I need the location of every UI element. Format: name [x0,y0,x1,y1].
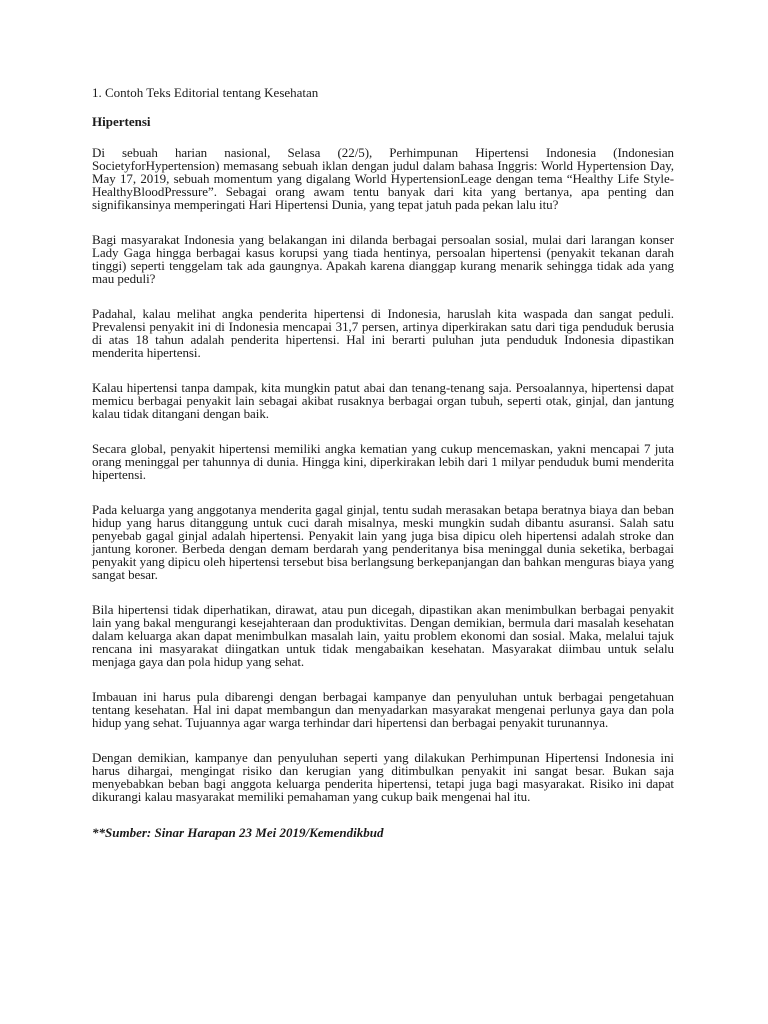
paragraph-8: Imbauan ini harus pula dibarengi dengan berbagai kampanye dan penyuluhan untuk berbagai pengetahuan tentang kesehatan. Hal ini dapat membangun dan menyadarkan masyarakat mengenai perlunya gaya dan pola hidup yang sehat. Tujuannya agar warga terhindar dari hipertensi dan berbagai penyakit turunannya. [92,689,674,730]
paragraph-9: Dengan demikian, kampanye dan penyuluhan seperti yang dilakukan Perhimpunan Hipertensi Indonesia ini harus dihargai, mengingat risiko dan kerugian yang ditimbulkan penyakit ini sangat besar. Bukan saja menyebabkan beban bagi anggota keluarga penderita hipertensi, tetapi juga bagi masyarakat. Risiko ini dapat dikurangi kalau masyarakat memiliki pemahaman yang cukup baik mengenai hal itu. [92,750,674,804]
paragraph-1: Di sebuah harian nasional, Selasa (22/5), Perhimpunan Hipertensi Indonesia (Indonesian SocietyforHypertension) memasang sebuah iklan dengan judul dalam bahasa Inggris: World Hypertension Day, May 17, 2019, sebuah momentum yang digalang World HypertensionLeage dengan tema “Healthy Life Style-HealthyBloodPressure”. Sebagai orang awam tentu banyak dari kita yang bertanya, apa penting dan signifikansinya memperingati Hari Hipertensi Dunia, yang tepat jatuh pada pekan lalu itu? [92,145,674,212]
section-heading: 1. Contoh Teks Editorial tentang Kesehatan [92,85,319,100]
paragraph-3: Padahal, kalau melihat angka penderita hipertensi di Indonesia, haruslah kita waspada dan sangat peduli. Prevalensi penyakit ini di Indonesia mencapai 31,7 persen, artinya diperkirakan satu dari tiga penduduk berusia di atas 18 tahun adalah penderita hipertensi. Hal ini berarti puluhan juta penduduk Indonesia dipastikan menderita hipertensi. [92,306,674,360]
article-title: Hipertensi [92,114,151,129]
paragraph-4: Kalau hipertensi tanpa dampak, kita mungkin patut abai dan tenang-tenang saja. Persoalannya, hipertensi dapat memicu berbagai penyakit lain sebagai akibat rusaknya berbagai organ tubuh, seperti otak, ginjal, dan jantung kalau tidak ditangani dengan baik. [92,380,674,421]
paragraph-5: Secara global, penyakit hipertensi memiliki angka kematian yang cukup mencemaskan, yakni mencapai 7 juta orang meninggal per tahunnya di dunia. Hingga kini, diperkirakan lebih dari 1 milyar penduduk bumi menderita hipertensi. [92,441,674,482]
paragraph-2: Bagi masyarakat Indonesia yang belakangan ini dilanda berbagai persoalan sosial, mulai dari larangan konser Lady Gaga hingga berbagai kasus korupsi yang tiada hentinya, persoalan hipertensi (penyakit tekanan darah tinggi) seperti tenggelam tak ada gaungnya. Apakah karena dianggap kurang menarik sehingga tidak ada yang mau peduli? [92,232,674,286]
document-page [92,85,674,840]
source-citation: **Sumber: Sinar Harapan 23 Mei 2019/Kemendikbud [92,825,384,840]
paragraph-7: Bila hipertensi tidak diperhatikan, dirawat, atau pun dicegah, dipastikan akan menimbulkan berbagai penyakit lain yang bakal mengurangi kesejahteraan dan produktivitas. Dengan demikian, bermula dari masalah kesehatan dalam keluarga akan dapat menimbulkan masalah lain, yaitu problem ekonomi dan sosial. Maka, melalui tajuk rencana ini masyarakat diingatkan untuk tidak mengabaikan kesehatan. Masyarakat diimbau untuk selalu menjaga gaya dan pola hidup yang sehat. [92,602,674,669]
paragraph-6: Pada keluarga yang anggotanya menderita gagal ginjal, tentu sudah merasakan betapa beratnya biaya dan beban hidup yang harus ditanggung untuk cuci darah misalnya, meski mungkin sudah dibantu asuransi. Salah satu penyebab gagal ginjal adalah hipertensi. Penyakit lain yang juga bisa dipicu oleh hipertensi adalah stroke dan jantung koroner. Berbeda dengan demam berdarah yang penderitanya bisa meninggal dunia seketika, berbagai penyakit yang dipicu oleh hipertensi tersebut bisa berlangsung berkepanjangan dan bahkan menguras biaya yang sangat besar. [92,502,674,582]
